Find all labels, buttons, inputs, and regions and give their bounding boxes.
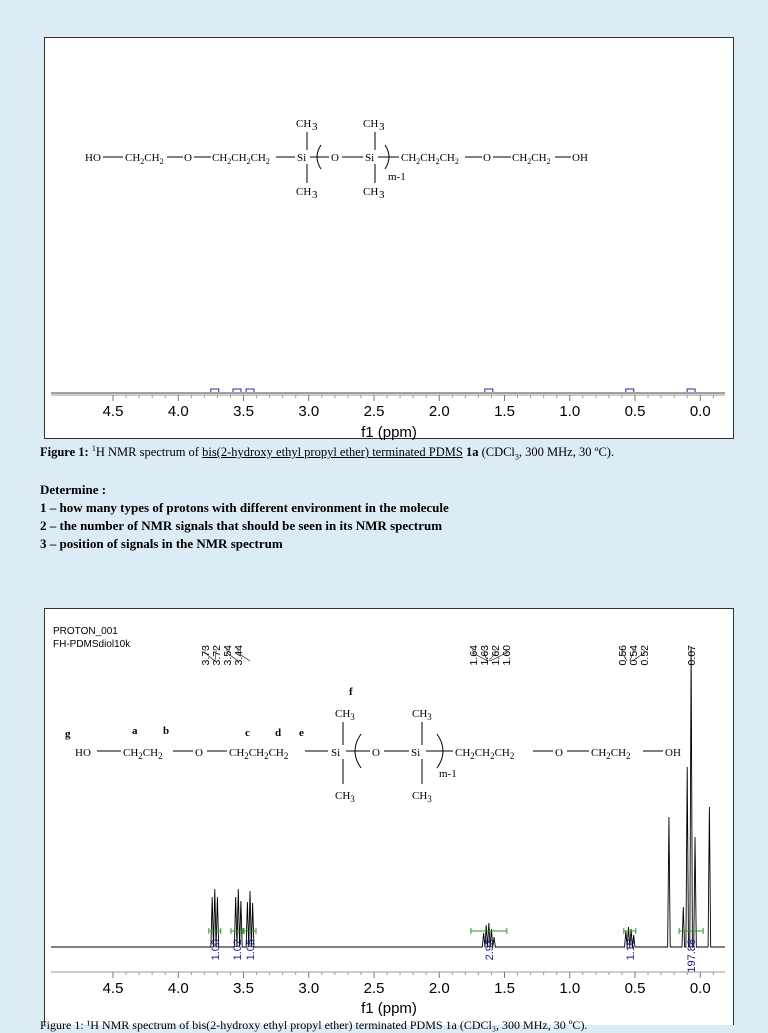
- x-tick-label: 1.5: [494, 980, 515, 997]
- svg-text:Si: Si: [297, 152, 306, 164]
- svg-text:CH: CH: [363, 118, 378, 130]
- svg-text:O: O: [555, 747, 563, 759]
- svg-text:m-1: m-1: [439, 768, 457, 780]
- question-1: 1 – how many types of protons with different environment in the molecule: [40, 499, 740, 517]
- structure-bottom-ch3-1: [296, 186, 318, 201]
- peak-label: 1.63: [479, 645, 491, 666]
- integral-mark: [485, 389, 493, 392]
- proton-label-e: e: [299, 727, 304, 739]
- svg-text:CH: CH: [296, 118, 311, 130]
- spectrum-header-line2: FH-PDMSdiol10k: [53, 639, 131, 650]
- x-axis-title-1: f1 (ppm): [361, 424, 417, 441]
- integral-value: 2.93: [484, 939, 496, 960]
- x-tick-label: 0.0: [690, 980, 711, 997]
- x-tick-label: 1.0: [559, 403, 580, 420]
- spectrum-2-svg: [45, 609, 733, 1025]
- svg-text:OH: OH: [572, 152, 588, 164]
- svg-text:CH: CH: [363, 186, 378, 198]
- question-3: 3 – position of signals in the NMR spectrum: [40, 535, 740, 553]
- spectrum-panel-2: [44, 608, 734, 1025]
- integral-value: 1.02: [232, 939, 244, 960]
- x-tick-label: 0.5: [625, 980, 646, 997]
- determine-questions: [40, 481, 740, 553]
- proton-label-b: b: [163, 725, 169, 737]
- svg-text:O: O: [372, 747, 380, 759]
- peak-label: 1.60: [501, 645, 513, 666]
- x-tick-label: 4.5: [103, 403, 124, 420]
- x-tick-label: 0.0: [690, 403, 711, 420]
- figure-caption-1: Figure 1: $^1$H NMR spectrum of bis(2-hydroxy ethyl propyl ether) terminated PDMS 1a (CDCl$_3$, 300 MHz, 30 ºC).: [40, 444, 740, 462]
- peak-label: 0.56: [617, 645, 629, 666]
- svg-text:CH3: $CH_3$: [335, 790, 355, 804]
- x-axis-ticks-1: [103, 395, 714, 420]
- proton-label-c: c: [245, 727, 250, 739]
- figure-caption-2: Figure 1: ¹H NMR spectrum of bis(2-hydroxy ethyl propyl ether) terminated PDMS 1a (CDCl₃, 300 MHz, 30 ºC).: [40, 1018, 587, 1033]
- svg-text:O: O: [331, 152, 339, 164]
- spectrum-header-line1: PROTON_001: [53, 626, 118, 637]
- svg-text:Si: Si: [411, 747, 420, 759]
- peak-labels-2: [200, 645, 698, 666]
- svg-text:m-1: m-1: [388, 171, 406, 183]
- x-axis-ticks-2: [103, 972, 714, 997]
- peak-label: 3.73: [200, 645, 212, 666]
- integral-value: 197.88: [686, 939, 698, 973]
- x-tick-label: 4.0: [168, 980, 189, 997]
- x-tick-label: 4.0: [168, 403, 189, 420]
- x-tick-label: 3.0: [298, 403, 319, 420]
- integral-mark: [246, 389, 254, 392]
- integral-mark: [233, 389, 241, 392]
- x-tick-label: 4.5: [103, 980, 124, 997]
- x-tick-label: 2.0: [429, 403, 450, 420]
- x-axis-title-2: f1 (ppm): [361, 1000, 417, 1017]
- x-tick-label: 1.5: [494, 403, 515, 420]
- x-tick-label: 2.0: [429, 980, 450, 997]
- structure-top-ch3-2: [363, 118, 385, 133]
- x-tick-label: 2.5: [364, 403, 385, 420]
- peak-label: 0.54: [628, 645, 640, 666]
- svg-text:3: 3: [379, 189, 385, 201]
- integral-value: 1.05: [245, 939, 257, 960]
- svg-text:CH2CH2: $CH_2CH_2$: [123, 747, 163, 761]
- svg-text:CH: CH: [296, 186, 311, 198]
- question-2: 2 – the number of NMR signals that should be seen in its NMR spectrum: [40, 517, 740, 535]
- proton-label-d: d: [275, 727, 281, 739]
- svg-text:O: O: [184, 152, 192, 164]
- svg-text:3: 3: [379, 121, 385, 133]
- spectrum-panel-1: [44, 37, 734, 439]
- svg-text:CH2CH2CH2: $CH_2CH_2CH_2$: [455, 747, 514, 761]
- integral-value: 1.00: [210, 939, 222, 960]
- integral-marks-1: [211, 389, 695, 392]
- svg-text:CH2CH2: $CH_2CH_2$: [125, 152, 164, 166]
- integral-mark: [626, 389, 634, 392]
- structure-1: [85, 118, 588, 201]
- integral-mark: [211, 389, 219, 392]
- svg-text:CH2CH2CH2: $CH_2CH_2CH_2$: [401, 152, 459, 166]
- structure-2: [65, 686, 681, 804]
- structure-ho: HO: [85, 152, 101, 164]
- svg-text:3: 3: [312, 189, 318, 201]
- integral-value: 1.10: [625, 939, 637, 960]
- x-tick-label: 3.5: [233, 403, 254, 420]
- x-tick-label: 3.0: [298, 980, 319, 997]
- svg-text:CH2CH2CH2: $CH_2CH_2CH_2$: [212, 152, 270, 166]
- svg-text:3: 3: [312, 121, 318, 133]
- svg-text:HO: HO: [75, 747, 91, 759]
- peak-label: 3.72: [211, 645, 223, 666]
- x-tick-label: 2.5: [364, 980, 385, 997]
- peak-label: 0.52: [639, 645, 651, 666]
- structure-top-ch3-1: [296, 118, 318, 133]
- x-tick-label: 3.5: [233, 980, 254, 997]
- svg-text:CH2CH2: $CH_2CH_2$: [512, 152, 551, 166]
- peak-label: 0.07: [686, 645, 698, 666]
- svg-text:CH3: $CH_3$: [335, 708, 355, 722]
- structure-bottom-ch3-2: [363, 186, 385, 201]
- proton-label-a: a: [132, 725, 138, 737]
- svg-text:CH2CH2CH2: $CH_2CH_2CH_2$: [229, 747, 288, 761]
- svg-text:Si: Si: [331, 747, 340, 759]
- svg-text:CH2CH2: $CH_2CH_2$: [591, 747, 631, 761]
- svg-text:CH3: $CH_3$: [412, 790, 432, 804]
- determine-title: Determine :: [40, 481, 740, 499]
- proton-label-g: g: [65, 728, 71, 740]
- svg-text:O: O: [195, 747, 203, 759]
- svg-text:O: O: [483, 152, 491, 164]
- peak-label: 1.64: [468, 645, 480, 666]
- peak-label: 3.44: [233, 645, 245, 666]
- svg-text:CH3: $CH_3$: [412, 708, 432, 722]
- proton-label-f: f: [349, 686, 353, 698]
- svg-text:OH: OH: [665, 747, 681, 759]
- peak-label: 3.54: [222, 645, 234, 666]
- integral-mark: [687, 389, 695, 392]
- x-tick-label: 0.5: [625, 403, 646, 420]
- spectrum-1-svg: [45, 38, 733, 438]
- peak-label: 1.62: [490, 645, 502, 666]
- svg-text:Si: Si: [365, 152, 374, 164]
- x-tick-label: 1.0: [559, 980, 580, 997]
- spectrum-trace-2: [51, 647, 725, 947]
